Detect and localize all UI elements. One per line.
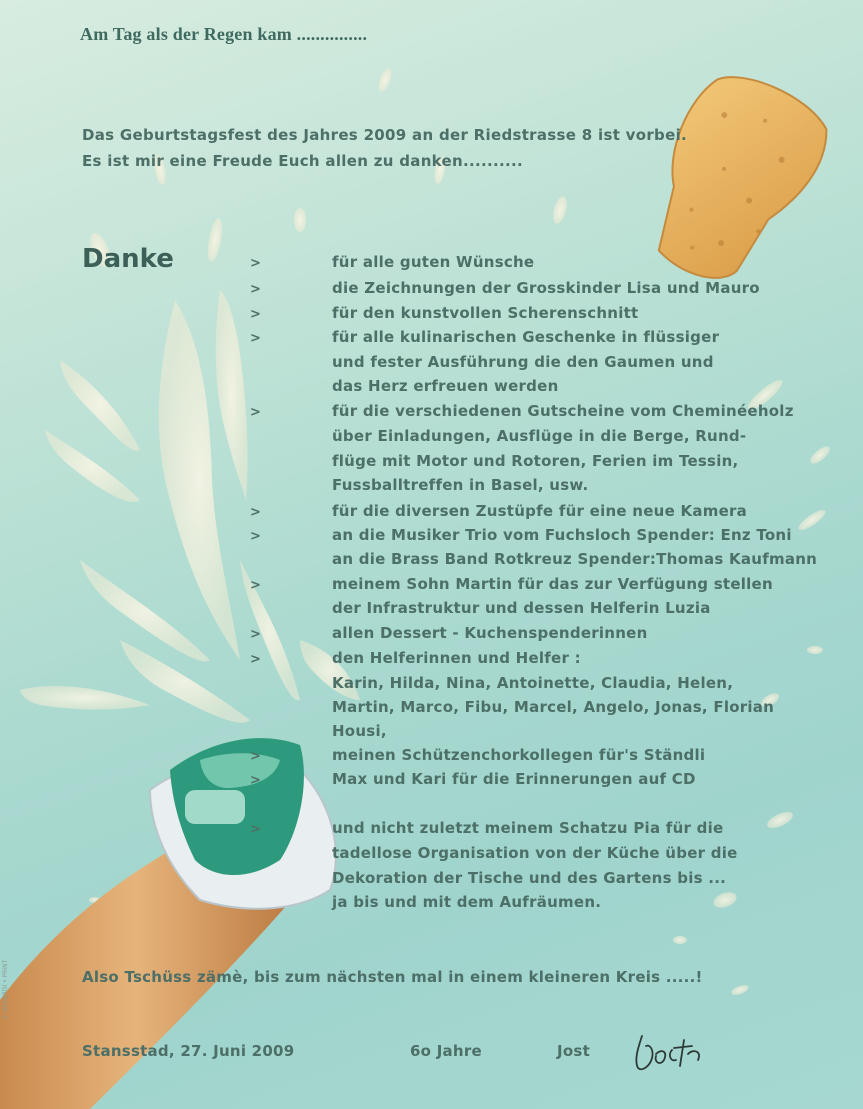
- thanks-line: an die Musiker Trio vom Fuchsloch Spender: Enz Toni: [332, 526, 792, 544]
- thanks-line: Dekoration der Tische und des Gartens bis ...: [332, 869, 727, 887]
- thanks-line: Martin, Marco, Fibu, Marcel, Angelo, Jonas, Florian: [332, 698, 775, 716]
- thanks-line: und fester Ausführung die den Gaumen und: [332, 353, 714, 371]
- intro-line-1: Das Geburtstagsfest des Jahres 2009 an der Riedstrasse 8 ist vorbei.: [82, 126, 688, 144]
- thanks-line: der Infrastruktur und dessen Helferin Luzia: [332, 599, 711, 617]
- closing-line: Also Tschüss zämè, bis zum nächsten mal in einem kleineren Kreis .....!: [82, 968, 703, 986]
- list-arrow: >: [250, 749, 261, 764]
- list-arrow: >: [250, 256, 261, 271]
- list-arrow: >: [250, 331, 261, 346]
- thanks-line: und nicht zuletzt meinem Schatzu Pia für die: [332, 819, 724, 837]
- list-arrow: >: [250, 652, 261, 667]
- thanks-line: Fussballtreffen in Basel, usw.: [332, 476, 589, 494]
- age-label: 6o Jahre: [410, 1042, 482, 1060]
- thanks-line: meinen Schützenchorkollegen für's Ständli: [332, 746, 706, 764]
- page-title: Am Tag als der Regen kam ...............: [80, 24, 368, 44]
- list-arrow: >: [250, 405, 261, 420]
- thanks-line: tadellose Organisation von der Küche über die: [332, 844, 738, 862]
- thanks-line: für alle kulinarischen Geschenke in flüssiger: [332, 328, 720, 346]
- danke-heading: Danke: [82, 244, 174, 274]
- list-arrow: >: [250, 307, 261, 322]
- thanks-line: für die diversen Zustüpfe für eine neue Kamera: [332, 502, 748, 520]
- thanks-line: den Helferinnen und Helfer :: [332, 649, 581, 667]
- list-arrow: >: [250, 627, 261, 642]
- intro-line-2: Es ist mir eine Freude Euch allen zu danken..........: [82, 152, 523, 170]
- thanks-line: Max und Kari für die Erinnerungen auf CD: [332, 770, 696, 788]
- thanks-line: Karin, Hilda, Nina, Antoinette, Claudia, Helen,: [332, 674, 734, 692]
- handwritten-signature: [628, 1030, 720, 1074]
- thanks-line: für alle guten Wünsche: [332, 253, 535, 271]
- thanks-line: die Zeichnungen der Grosskinder Lisa und Mauro: [332, 279, 760, 297]
- list-arrow: >: [250, 529, 261, 544]
- thanks-line: flüge mit Motor und Rotoren, Ferien im Tessin,: [332, 452, 739, 470]
- list-arrow: >: [250, 505, 261, 520]
- thanks-line: Housi,: [332, 722, 387, 740]
- thanks-line: für die verschiedenen Gutscheine vom Cheminéeholz: [332, 402, 794, 420]
- thanks-line: für den kunstvollen Scherenschnitt: [332, 304, 639, 322]
- thanks-line: ja bis und mit dem Aufräumen.: [332, 893, 602, 911]
- thanks-line: allen Dessert - Kuchenspenderinnen: [332, 624, 648, 642]
- thanks-line: an die Brass Band Rotkreuz Spender:Thomas Kaufmann: [332, 550, 818, 568]
- author-name: Jost: [557, 1042, 590, 1060]
- print-credit: © DECARDI • PRINT: [2, 959, 9, 1020]
- list-arrow: >: [250, 282, 261, 297]
- list-arrow: >: [250, 578, 261, 593]
- thanks-line: über Einladungen, Ausflüge in die Berge, Rund-: [332, 427, 747, 445]
- list-arrow: >: [250, 773, 261, 788]
- place-date: Stansstad, 27. Juni 2009: [82, 1042, 295, 1060]
- thanks-line: das Herz erfreuen werden: [332, 377, 559, 395]
- list-arrow: >: [250, 822, 261, 837]
- thanks-line: meinem Sohn Martin für das zur Verfügung stellen: [332, 575, 773, 593]
